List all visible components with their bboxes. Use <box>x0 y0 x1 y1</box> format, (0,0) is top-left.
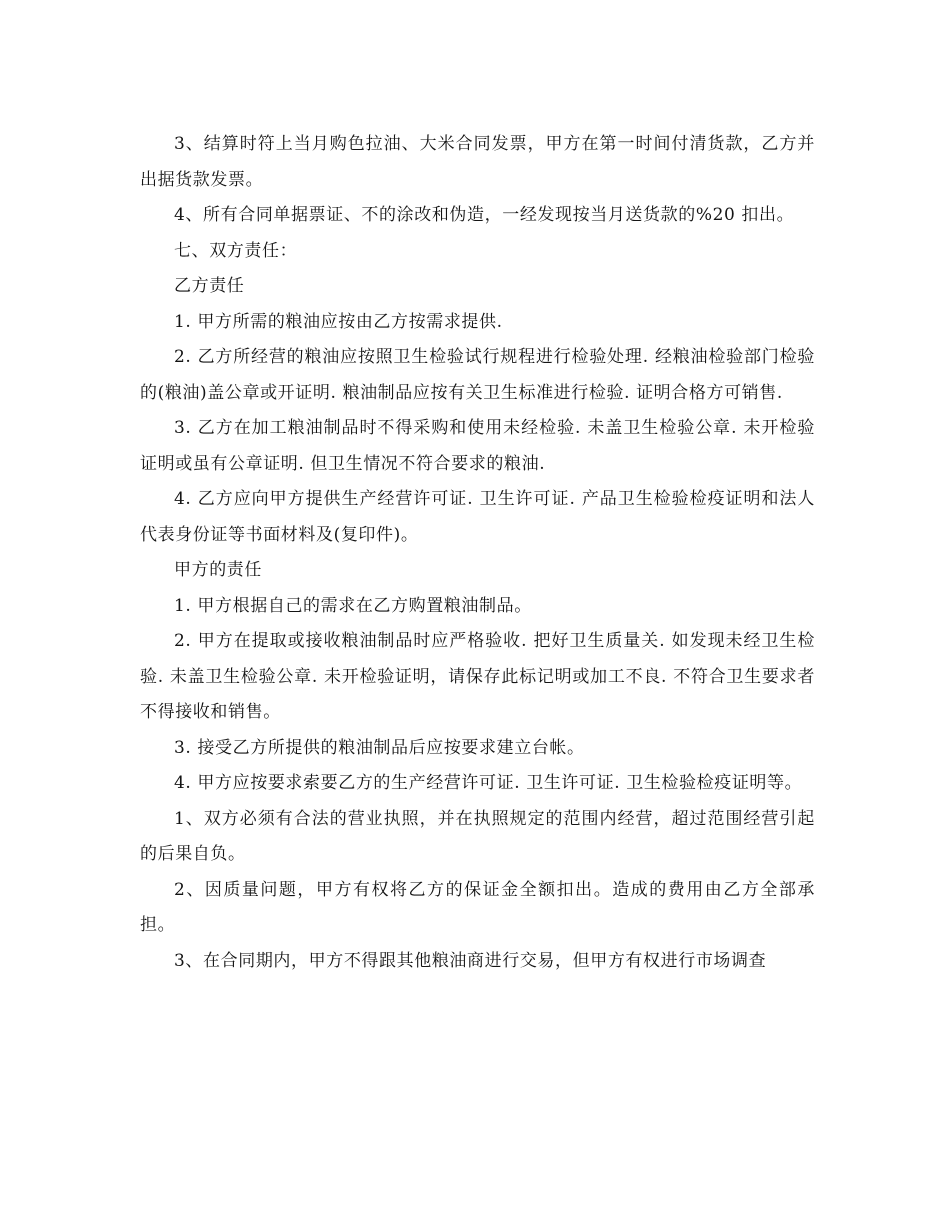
paragraph-b-3: 3. 乙方在加工粮油制品时不得采购和使用未经检验. 未盖卫生检验公章. 未开检验证明或虽有公章证明. 但卫生情况不符合要求的粮油. <box>140 418 815 474</box>
paragraph-mutual-1: 1、双方必须有合法的营业执照，并在执照规定的范围内经营，超过范围经营引起的后果自负。 <box>140 808 815 864</box>
paragraph-b-2: 2. 乙方所经营的粮油应按照卫生检验试行规程进行检验处理. 经粮油检验部门检验的(粮油)盖公章或开证明. 粮油制品应按有关卫生标准进行检验. 证明合格方可销售. <box>140 347 815 403</box>
paragraph-documents: 4、所有合同单据票证、不的涂改和伪造，一经发现按当月送货款的%20 扣出。 <box>174 205 795 225</box>
paragraph-mutual-3: 3、在合同期内，甲方不得跟其他粮油商进行交易，但甲方有权进行市场调查 <box>174 950 767 971</box>
paragraph-a-1: 1. 甲方根据自己的需求在乙方购置粮油制品。 <box>174 595 532 616</box>
paragraph-a-3: 3. 接受乙方所提供的粮油制品后应按要求建立台帐。 <box>174 737 585 758</box>
paragraph-a-4: 4. 甲方应按要求索要乙方的生产经营许可证. 卫生许可证. 卫生检验检疫证明等。 <box>174 773 803 793</box>
section-heading-responsibilities: 七、双方责任： <box>174 240 298 261</box>
paragraph-settlement: 3、结算时符上当月购色拉油、大米合同发票，甲方在第一时间付清货款，乙方并出据货款发票。 <box>140 134 815 190</box>
paragraph-mutual-2: 2、因质量问题，甲方有权将乙方的保证金全额扣出。造成的费用由乙方全部承担。 <box>140 879 815 935</box>
subheading-party-a: 甲方的责任 <box>174 560 262 580</box>
paragraph-a-2: 2. 甲方在提取或接收粮油制品时应严格验收. 把好卫生质量关. 如发现未经卫生检验. 未盖卫生检验公章. 未开检验证明，请保存此标记明或加工不良. 不符合卫生要求者不得接收和销售。 <box>140 631 815 722</box>
paragraph-b-1: 1. 甲方所需的粮油应按由乙方按需求提供. <box>174 311 503 332</box>
paragraph-b-4: 4. 乙方应向甲方提供生产经营许可证. 卫生许可证. 产品卫生检验检疫证明和法人代表身份证等书面材料及(复印件)。 <box>140 489 815 545</box>
subheading-party-b: 乙方责任 <box>174 276 245 296</box>
document-body <box>140 127 815 979</box>
